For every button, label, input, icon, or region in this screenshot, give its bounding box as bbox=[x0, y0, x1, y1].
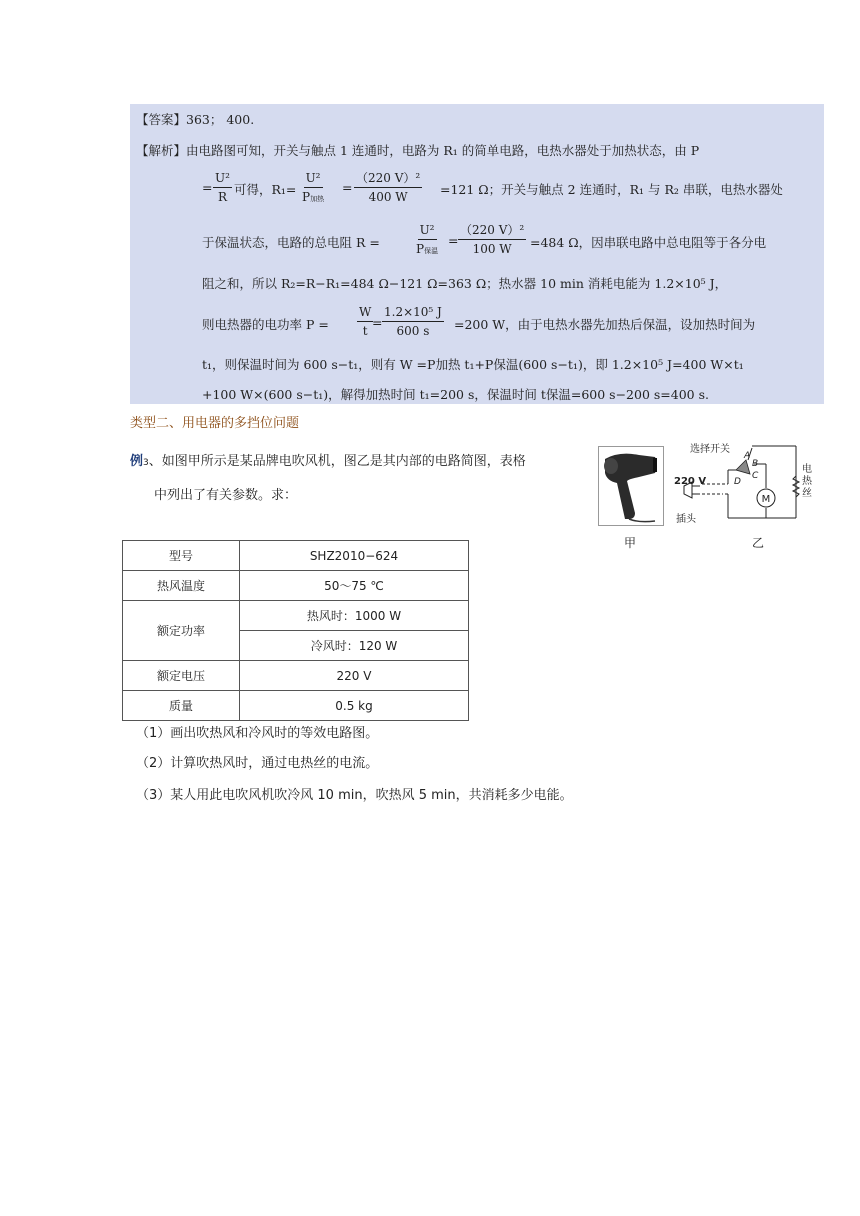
analysis-line-6: t₁，则保温时间为 600 s−t₁，则有 W =P加热 t₁+P保温(600 s−t₁)，即 1.2×10⁵ J=400 W×t₁ bbox=[202, 357, 744, 372]
fraction-denominator: 600 s bbox=[396, 324, 430, 338]
fraction-numerator: W bbox=[357, 304, 373, 322]
analysis-l5-text-2: =200 W，由于电热水器先加热后保温，设加热时间为 bbox=[454, 317, 756, 332]
contact-a: A bbox=[744, 451, 751, 461]
analysis-l3-text-2: =484 Ω，因串联电路中总电阻等于各分电 bbox=[530, 235, 767, 250]
section-title: 类型二、用电器的多挡位问题 bbox=[130, 416, 300, 431]
example-line-1 bbox=[130, 450, 526, 469]
fraction-u2-over-p-heat bbox=[300, 170, 326, 207]
table-value: 220 V bbox=[240, 661, 469, 691]
motor-label: M bbox=[761, 494, 771, 505]
question-2: （2）计算吹热风时，通过电热丝的电流。 bbox=[136, 756, 379, 771]
circuit-diagram bbox=[672, 440, 812, 530]
fraction-220-over-400 bbox=[354, 170, 422, 205]
contact-d: D bbox=[734, 477, 741, 487]
analysis-l5-text-1: 则电热器的电功率 P = bbox=[202, 317, 329, 332]
table-row bbox=[123, 601, 469, 631]
analysis-l2-text-1: 可得，R₁= bbox=[234, 182, 297, 197]
analysis-l2-text-2: =121 Ω；开关与触点 2 连通时，R₁ 与 R₂ 串联，电热水器处 bbox=[440, 182, 783, 197]
den-symbol: P bbox=[302, 190, 311, 204]
table-row bbox=[123, 571, 469, 601]
question-1: （1）画出吹热风和冷风时的等效电路图。 bbox=[136, 726, 379, 741]
analysis-label: 【解析】 bbox=[136, 143, 187, 158]
fraction-denominator bbox=[300, 188, 326, 207]
fraction-denominator: t bbox=[362, 324, 368, 338]
table-value: SHZ2010−624 bbox=[240, 541, 469, 571]
table-value: 50～75 ℃ bbox=[240, 571, 469, 601]
table-row bbox=[123, 661, 469, 691]
hair-dryer-image bbox=[598, 446, 664, 526]
fraction-denominator bbox=[414, 240, 440, 259]
table-key: 热风温度 bbox=[123, 571, 240, 601]
figure-caption-right: 乙 bbox=[752, 536, 765, 550]
analysis-line-1 bbox=[136, 141, 699, 159]
plug-label: 插头 bbox=[676, 514, 696, 525]
analysis-l3-eq: = bbox=[448, 233, 459, 248]
fraction-u2-over-p-keep bbox=[414, 222, 440, 259]
table-row bbox=[123, 541, 469, 571]
analysis-line-4: 阻之和，所以 R₂=R−R₁=484 Ω−121 Ω=363 Ω；热水器 10 min 消耗电能为 1.2×10⁵ J， bbox=[202, 276, 728, 291]
fraction-denominator: R bbox=[217, 190, 227, 204]
example-text-1: 、如图甲所示是某品牌电吹风机，图乙是其内部的电路简图，表格 bbox=[148, 454, 526, 469]
voltage-label: 220 V bbox=[674, 476, 707, 487]
table-key: 型号 bbox=[123, 541, 240, 571]
table-key: 质量 bbox=[123, 691, 240, 721]
analysis-line-7: +100 W×(600 s−t₁)，解得加热时间 t₁=200 s，保温时间 t保温=600 s−200 s=400 s. bbox=[202, 387, 709, 402]
fraction-numerator: U² bbox=[213, 170, 232, 188]
table-value: 冷风时：120 W bbox=[240, 631, 469, 661]
example-number: 3 bbox=[143, 458, 149, 468]
fraction-denominator: 400 W bbox=[368, 190, 408, 204]
analysis-l3-text-1: 于保温状态，电路的总电阻 R = bbox=[202, 235, 380, 250]
answer-line bbox=[136, 110, 254, 128]
fraction-numerator: 1.2×10⁵ J bbox=[382, 304, 444, 322]
fraction-denominator: 100 W bbox=[472, 242, 512, 256]
table-value: 0.5 kg bbox=[240, 691, 469, 721]
den-subscript: 加热 bbox=[310, 195, 325, 203]
fraction-220-over-100 bbox=[458, 222, 526, 257]
den-subscript: 保温 bbox=[424, 247, 439, 255]
table-value: 热风时：1000 W bbox=[240, 601, 469, 631]
fraction-u2-over-r bbox=[213, 170, 232, 205]
hair-dryer-icon bbox=[599, 447, 663, 525]
answer-value: 363； 400. bbox=[186, 112, 255, 127]
switch-label: 选择开关 bbox=[690, 444, 730, 455]
analysis-text-1: 由电路图可知，开关与触点 1 连通时，电路为 R₁ 的简单电路，电热水器处于加热状态，由 P bbox=[186, 143, 700, 158]
fraction-w-over-t bbox=[357, 304, 373, 339]
fraction-numerator: U² bbox=[418, 222, 437, 240]
den-symbol: P bbox=[416, 242, 425, 256]
table-key: 额定功率 bbox=[123, 601, 240, 661]
question-3: （3）某人用此电吹风机吹冷风 10 min，吹热风 5 min，共消耗多少电能。 bbox=[136, 788, 573, 803]
fraction-numerator: （220 V）² bbox=[458, 222, 526, 240]
parameter-table bbox=[122, 540, 469, 721]
analysis-l2-eq: = bbox=[202, 180, 213, 195]
contact-c: C bbox=[752, 471, 759, 481]
table-row bbox=[123, 691, 469, 721]
fraction-numerator: U² bbox=[304, 170, 323, 188]
circuit-icon bbox=[672, 440, 812, 530]
contact-b: B bbox=[752, 459, 759, 469]
figure-caption-left: 甲 bbox=[624, 536, 637, 550]
example-line-2: 中列出了有关参数。求： bbox=[154, 488, 298, 503]
answer-label: 【答案】 bbox=[136, 112, 187, 127]
analysis-l2-eq2: = bbox=[342, 180, 353, 195]
table-key: 额定电压 bbox=[123, 661, 240, 691]
fraction-numerator: （220 V）² bbox=[354, 170, 422, 188]
fraction-energy-over-time bbox=[382, 304, 444, 339]
example-label: 例 bbox=[130, 454, 144, 469]
heater-label: 电热丝 bbox=[802, 464, 812, 499]
analysis-l5-eq: = bbox=[372, 315, 383, 330]
